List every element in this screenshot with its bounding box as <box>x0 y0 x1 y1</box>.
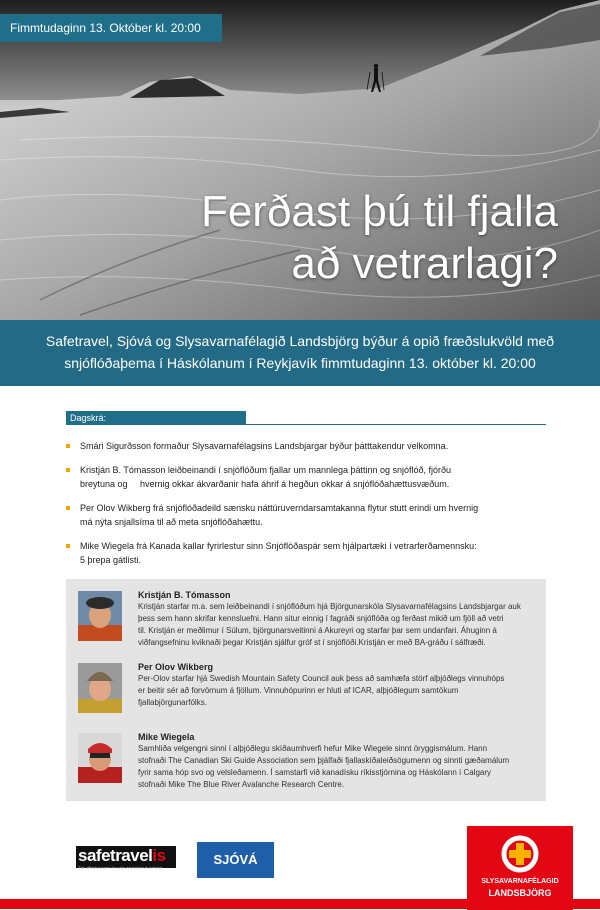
agenda-item-text: má nýta snjallsíma til að meta snjóflóðahættu. <box>80 517 263 527</box>
avatar <box>78 663 122 713</box>
landsbjorg-logo: SLYSAVARNAFÉLAGID LANDSBJÖRG <box>467 826 573 910</box>
bullet-icon <box>66 444 70 448</box>
agenda-item-text: Smári Sigurðsson formaður Slysavarnafélagsins Landsbjargar býður þátttakendur velkomna. <box>80 441 449 451</box>
agenda-item <box>66 501 536 529</box>
agenda-item-text: Mike Wiegela frá Kanada kallar fyrirlestur sinn Snjóflóðaspár sem hjálpartæki í vetrarferðamennsku: <box>80 541 477 551</box>
safetravel-logo: safetravelis The official source for safe adventure in Iceland <box>76 846 176 868</box>
speaker-name: Per Olov Wikberg <box>138 662 213 672</box>
avatar <box>78 591 122 641</box>
agenda-header: Dagskrá: <box>66 411 246 425</box>
speaker-name: Kristján B. Tómasson <box>138 590 231 600</box>
bullet-icon <box>66 544 70 548</box>
agenda-item <box>66 439 536 453</box>
event-date-badge: Fimmtudaginn 13. Október kl. 20:00 <box>0 14 222 42</box>
hero-photo <box>0 0 600 320</box>
speakers-panel <box>66 579 546 801</box>
speaker-bio: Samhliða velgengni sinni í alþjóðlegu skíðaumhverfi hefur Mike Wiegele sinnt öryggismálum. Hann stofnaði The Canadian Ski Guide Association sem þjálfaði fjallaskíðaleiðsögumenn og sinnti gæðamálum fyrir sama hóp svo og velsleðamenn. Í samstarfi við kanadísku ríkisstjórnina og Háskólann í Calgary stofnaði Mike The Blue River Avalanche Research Centre. <box>138 744 510 789</box>
agenda-item-text: 5 þrepa gátlisti. <box>80 555 142 565</box>
agenda-item-text: Kristján B. Tómasson leiðbeinandi í snjóflóðum fjallar um mannlega þáttinn og snjóflóð, fjórðu <box>80 465 452 475</box>
agenda-item-text: Per Olov Wikberg frá snjóflóðadeild sænsku náttúruverndarsamtakanna flytur stutt erindi um hvernig <box>80 503 479 513</box>
hero-title <box>201 186 558 290</box>
bullet-icon <box>66 468 70 472</box>
agenda-list <box>66 439 536 577</box>
hero-title-line-2: að vetrarlagi? <box>291 239 558 288</box>
agenda-item-text: breytuna og hvernig okkar ákvarðanir hafa áhrif á hegðun okkar á snjóflóðahættusvæðum. <box>80 479 450 489</box>
lifebuoy-cross-icon <box>500 834 540 874</box>
agenda-item <box>66 539 536 567</box>
speaker-bio: Kristján starfar m.a. sem leiðbeinandi í snjóflóðum hjá Björgunarskóla Slysavarnafélagsins Landsbjargar auk þess sem hann skrifar kennsluefni. Hann situr einnig í fagráði snjóflóða og ferðast mikið um fjöll að vetri til. Kristján er meðlimur í Súlum, björgunarsveitinni á Akureyri og starfar þar sem undanfari. Áhuginn á viðfangsefninu kviknaði þegar Kristján sjálfur gróf st í snjóflóði.Kristján er með BA-gráðu í sálfræði. <box>138 602 521 647</box>
speaker-bio: Per-Olov starfar hjá Swedish Mountain Safety Council auk þess að samhæfa störf alþjóðlegs vinnuhóps er beitir sér að forvörnum á fjöllum. Vinnuhópurinn er hluti af ICAR, alþjóðlegum samtökum fjallabjörgunarfólks. <box>138 674 505 707</box>
intro-line-1: Safetravel, Sjóvá og Slysavarnafélagið Landsbjörg býður á opið fræðslukvöld með <box>45 333 555 349</box>
intro-line-2: snjóflóðaþema í Háskólanum í Reykjavík fimmtudaginn 13. október kl. 20:00 <box>64 355 536 371</box>
avatar <box>78 733 122 783</box>
intro-band <box>0 320 600 386</box>
agenda-item <box>66 463 536 491</box>
agenda-divider <box>66 424 546 425</box>
bullet-icon <box>66 506 70 510</box>
sjova-logo: SJÓVÁ <box>197 842 274 878</box>
sponsor-logos <box>0 820 600 900</box>
speaker-name: Mike Wiegela <box>138 732 195 742</box>
footer-red-strip <box>0 899 600 909</box>
hero-title-line-1: Ferðast þú til fjalla <box>200 187 558 236</box>
